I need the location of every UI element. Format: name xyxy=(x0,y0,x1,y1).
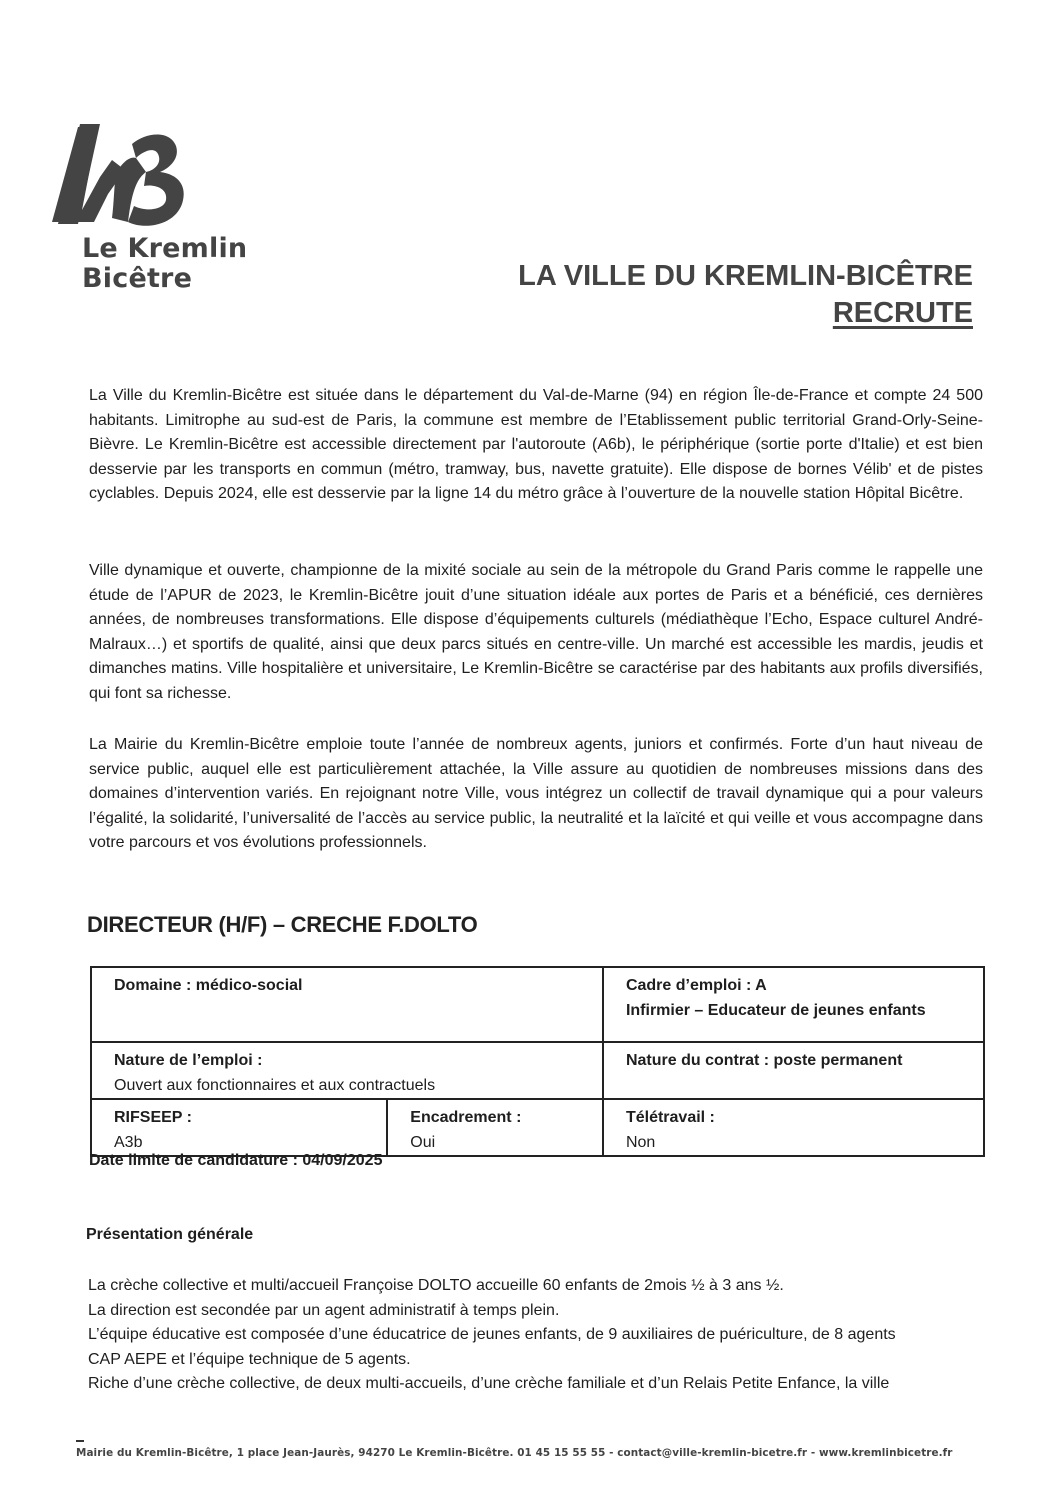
cadre-value: Infirmier – Educateur de jeunes enfants xyxy=(625,1002,926,1019)
table-row xyxy=(91,967,984,1042)
section-heading-presentation: Présentation générale xyxy=(86,1226,254,1243)
rifseep-label: RIFSEEP : xyxy=(114,1109,192,1126)
table-row xyxy=(91,1099,984,1156)
presentation-line: L’équipe éducative est composée d’une éducatrice de jeunes enfants, de 9 auxiliaires de puériculture, de 8 agents xyxy=(88,1326,896,1343)
footer-divider xyxy=(76,1440,84,1442)
nature-contrat-label: Nature du contrat : poste permanent xyxy=(625,1052,903,1069)
kb-monogram-icon xyxy=(50,122,195,232)
presentation-body xyxy=(88,1274,988,1397)
teletravail-label: Télétravail : xyxy=(625,1109,715,1126)
encadrement-cell xyxy=(387,1099,603,1156)
rifseep-cell xyxy=(91,1099,387,1156)
table-row xyxy=(91,1042,984,1099)
intro-paragraph: Ville dynamique et ouverte, championne de la mixité sociale au sein de la métropole du Grand Paris comme le rappelle une étude de l’APUR de 2023, le Kremlin-Bicêtre jouit d’une situation idéale aux portes de Paris et a bénéficié, ces dernières années, de nombreuses transformations. Elle dispose d’équipements culturels (médiathèque l’Echo, Espace culturel André-Malraux…) et sportifs de qualité, ainsi que deux parcs situés en centre-ville. Un marché est accessible les mardis, jeudis et dimanches matins. Ville hospitalière et universitaire, Le Kremlin-Bicêtre se caractérise par des habitants aux profils diversifiés, qui font sa richesse. xyxy=(89,562,983,702)
presentation-line: CAP AEPE et l’équipe technique de 5 agents. xyxy=(88,1350,411,1368)
encadrement-label: Encadrement : xyxy=(410,1109,522,1126)
encadrement-value: Oui xyxy=(410,1134,436,1151)
presentation-line: La direction est secondée par un agent administratif à temps plein. xyxy=(88,1301,560,1319)
application-deadline: Date limite de candidature : 04/09/2025 xyxy=(89,1152,383,1169)
presentation-line: La crèche collective et multi/accueil Françoise DOLTO accueille 60 enfants de 2mois ½ à 3 ans ½. xyxy=(88,1277,784,1294)
rifseep-value: A3b xyxy=(114,1134,143,1151)
domaine-cell xyxy=(91,967,603,1042)
job-info-table xyxy=(90,966,985,1157)
city-logo xyxy=(50,122,280,302)
page-subtitle: RECRUTE xyxy=(832,297,973,329)
intro-paragraph: La Mairie du Kremlin-Bicêtre emploie toute l’année de nombreux agents, juniors et confirmés. Forte d’un haut niveau de service public, auquel elle est particulièrement attachée, la Ville assure au quotidien de nombreuses missions dans des domaines d’intervention variés. En rejoignant notre Ville, vous intégrez un collectif de travail dynamique qui a pour valeurs l’égalité, la solidarité, l’universalité de l’accès au service public, la neutralité et la laïcité et qui veille et vous accompagne dans votre parcours et vos évolutions professionnels. xyxy=(89,736,983,851)
teletravail-value: Non xyxy=(625,1134,656,1151)
cadre-label: Cadre d’emploi : A xyxy=(625,977,767,994)
domaine-label: Domaine : médico-social xyxy=(114,977,303,994)
page-title: LA VILLE DU KREMLIN-BICÊTRE xyxy=(518,260,973,292)
footer-contact: Mairie du Kremlin-Bicêtre, 1 place Jean-Jaurès, 94270 Le Kremlin-Bicêtre. 01 45 15 55 55 - contact@ville-kremlin-bicetre.fr - www.kremlinbicetre.fr xyxy=(76,1447,953,1459)
logo-wordmark xyxy=(82,234,247,294)
logo-line-1: Le Kremlin xyxy=(82,233,248,264)
cadre-cell xyxy=(603,967,984,1042)
page-header xyxy=(518,258,973,332)
presentation-line: Riche d’une crèche collective, de deux multi-accueils, d’une crèche familiale et d’un Relais Petite Enfance, la ville xyxy=(88,1375,890,1392)
nature-emploi-value: Ouvert aux fonctionnaires et aux contractuels xyxy=(114,1077,436,1094)
intro-paragraph: La Ville du Kremlin-Bicêtre est située dans le département du Val-de-Marne (94) en région Île-de-France et compte 24 500 habitants. Limitrophe au sud-est de Paris, la commune est membre de l’Etablissement public territorial Grand-Orly-Seine-Bièvre. Le Kremlin-Bicêtre est accessible directement par l'autoroute (A6b), le périphérique (sortie porte d'Italie) et est bien desservie par les transports en commun (métro, tramway, bus, navette gratuite). Elle dispose de bornes Vélib' et de pistes cyclables. Depuis 2024, elle est desservie par la ligne 14 du métro grâce à l’ouverture de la nouvelle station Hôpital Bicêtre. xyxy=(89,387,983,502)
nature-emploi-label: Nature de l’emploi : xyxy=(114,1052,263,1069)
job-title: DIRECTEUR (H/F) – CRECHE F.DOLTO xyxy=(87,912,478,937)
teletravail-cell xyxy=(603,1099,984,1156)
nature-contrat-cell xyxy=(603,1042,984,1099)
logo-line-2: Bicêtre xyxy=(82,263,193,294)
nature-emploi-cell xyxy=(91,1042,603,1099)
